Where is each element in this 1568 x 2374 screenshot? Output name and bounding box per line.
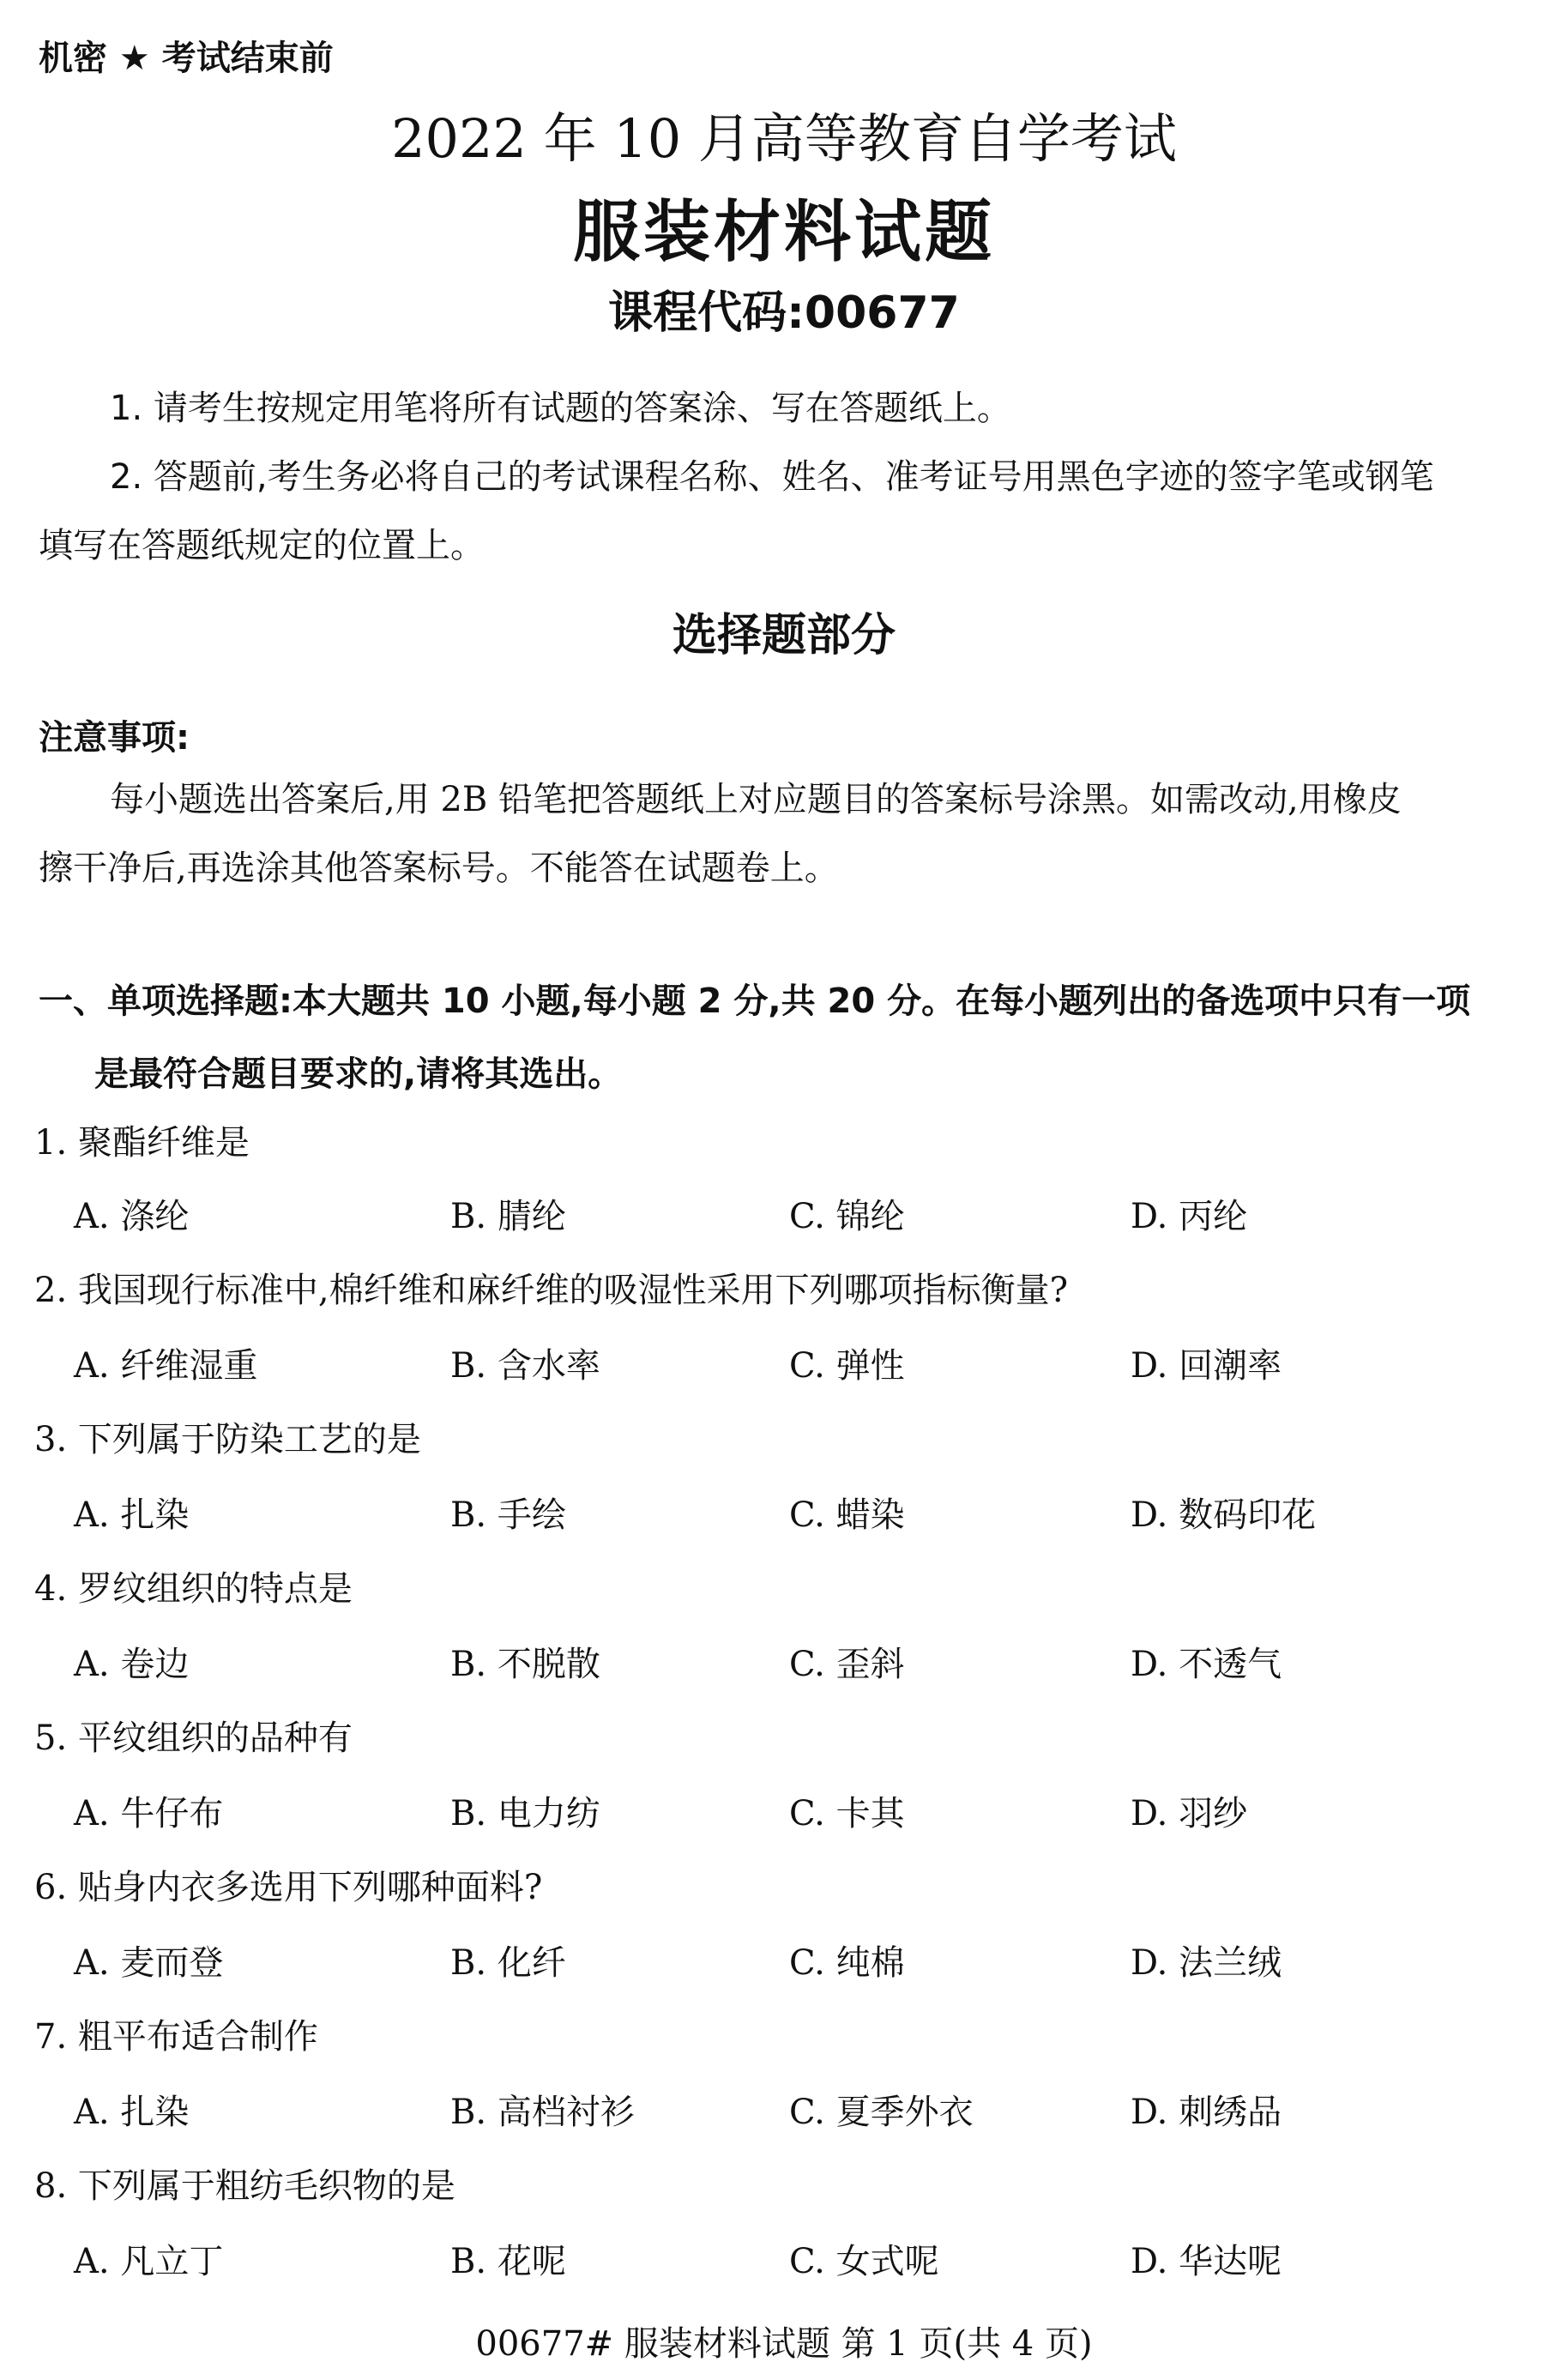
question-8-option-d: D. 华达呢 — [1131, 2242, 1282, 2281]
question-4-stem: 4. 罗纹组织的特点是 — [34, 1569, 353, 1609]
question-4-option-a: A. 卷边 — [74, 1645, 190, 1684]
question-4-option-b: B. 不脱散 — [450, 1645, 600, 1684]
question-7-option-b: B. 高档衬衫 — [450, 2093, 635, 2132]
question-6-option-b: B. 化纤 — [450, 1943, 566, 1983]
course-code: 课程代码:00677 — [608, 287, 960, 339]
question-1-option-c: C. 锦纶 — [789, 1197, 905, 1236]
question-1-option-a: A. 涤纶 — [74, 1197, 190, 1236]
question-2-option-a: A. 纤维湿重 — [74, 1346, 258, 1386]
question-1-option-d: D. 丙纶 — [1131, 1197, 1248, 1236]
question-5-option-a: A. 牛仔布 — [74, 1794, 224, 1833]
part1-instructions-continued: 是最符合题目要求的,请将其选出。 — [94, 1054, 623, 1094]
question-5-option-b: B. 电力纺 — [450, 1794, 600, 1833]
section-title: 选择题部分 — [672, 610, 896, 661]
question-3-option-d: D. 数码印花 — [1131, 1495, 1317, 1535]
question-7-stem: 7. 粗平布适合制作 — [34, 2017, 318, 2057]
attention-heading: 注意事项: — [39, 718, 190, 758]
question-3-stem: 3. 下列属于防染工艺的是 — [34, 1420, 421, 1459]
question-7-option-d: D. 刺绣品 — [1131, 2093, 1282, 2132]
subject-title: 服装材料试题 — [572, 194, 995, 271]
question-2-option-c: C. 弹性 — [789, 1346, 905, 1386]
question-5-option-d: D. 羽纱 — [1131, 1794, 1248, 1833]
attention-line-1: 每小题选出答案后,用 2B 铅笔把答题纸上对应题目的答案标号涂黑。如需改动,用橡皮 — [110, 780, 1402, 819]
question-5-stem: 5. 平纹组织的品种有 — [34, 1719, 353, 1758]
question-1-stem: 1. 聚酯纤维是 — [34, 1123, 250, 1163]
question-2-option-b: B. 含水率 — [450, 1346, 600, 1386]
question-3-option-c: C. 蜡染 — [789, 1495, 905, 1535]
exam-title: 2022 年 10 月高等教育自学考试 — [391, 107, 1177, 170]
question-7-option-c: C. 夏季外衣 — [789, 2093, 974, 2132]
question-6-stem: 6. 贴身内衣多选用下列哪种面料? — [34, 1868, 543, 1907]
question-6-option-c: C. 纯棉 — [789, 1943, 905, 1983]
question-5-option-c: C. 卡其 — [789, 1794, 905, 1833]
question-8-option-c: C. 女式呢 — [789, 2242, 939, 2281]
confidential-label: 机密 ★ 考试结束前 — [39, 39, 334, 78]
question-2-stem: 2. 我国现行标准中,棉纤维和麻纤维的吸湿性采用下列哪项指标衡量? — [34, 1271, 1069, 1310]
question-4-option-d: D. 不透气 — [1131, 1645, 1282, 1684]
part1-instructions: 一、单项选择题:本大题共 10 小题,每小题 2 分,共 20 分。在每小题列出的备选项中只有一项 — [39, 982, 1471, 1021]
question-4-option-c: C. 歪斜 — [789, 1645, 905, 1684]
question-3-option-b: B. 手绘 — [450, 1495, 566, 1535]
page-footer: 00677# 服装材料试题 第 1 页(共 4 页) — [475, 2324, 1093, 2364]
note-2-continued: 填写在答题纸规定的位置上。 — [39, 526, 485, 565]
question-2-option-d: D. 回潮率 — [1131, 1346, 1282, 1386]
question-7-option-a: A. 扎染 — [74, 2093, 190, 2132]
question-6-option-d: D. 法兰绒 — [1131, 1943, 1282, 1983]
note-2: 2. 答题前,考生务必将自己的考试课程名称、姓名、准考证号用黑色字迹的签字笔或钢笔 — [110, 457, 1434, 497]
question-6-option-a: A. 麦而登 — [74, 1943, 224, 1983]
note-1: 1. 请考生按规定用笔将所有试题的答案涂、写在答题纸上。 — [110, 389, 1011, 428]
question-1-option-b: B. 腈纶 — [450, 1197, 566, 1236]
question-3-option-a: A. 扎染 — [74, 1495, 190, 1535]
question-8-stem: 8. 下列属于粗纺毛织物的是 — [34, 2166, 455, 2206]
question-8-option-b: B. 花呢 — [450, 2242, 566, 2281]
attention-line-2: 擦干净后,再选涂其他答案标号。不能答在试题卷上。 — [39, 849, 839, 888]
question-8-option-a: A. 凡立丁 — [74, 2242, 224, 2281]
